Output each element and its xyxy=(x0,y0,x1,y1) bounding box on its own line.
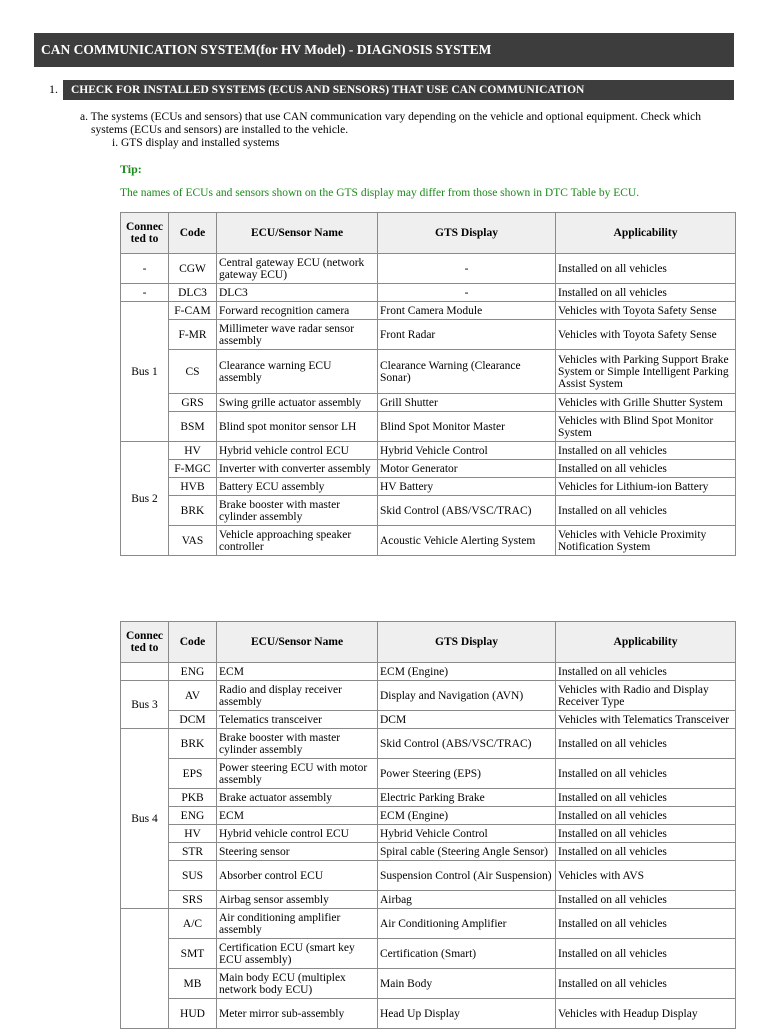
header-connected-to: Connec ted to xyxy=(121,622,169,663)
table-row xyxy=(121,478,736,496)
cell-applicability: Installed on all vehicles xyxy=(556,284,736,302)
cell-gts-display: - xyxy=(378,254,556,284)
cell-gts-display: Front Radar xyxy=(378,320,556,350)
cell-applicability: Installed on all vehicles xyxy=(556,939,736,969)
header-ecu-sensor-name: ECU/Sensor Name xyxy=(217,213,378,254)
cell-gts-display: Main Body xyxy=(378,969,556,999)
cell-applicability: Installed on all vehicles xyxy=(556,729,736,759)
cell-gts-display: Suspension Control (Air Suspension) xyxy=(378,861,556,891)
cell-applicability: Vehicles with AVS xyxy=(556,861,736,891)
cell-gts-display: Certification (Smart) xyxy=(378,939,556,969)
paragraph-a xyxy=(80,111,730,137)
cell-ecu-sensor-name: Brake booster with master cylinder assembly xyxy=(217,729,378,759)
cell-ecu-sensor-name: Air conditioning amplifier assembly xyxy=(217,909,378,939)
cell-ecu-sensor-name: Blind spot monitor sensor LH xyxy=(217,412,378,442)
table-header-row xyxy=(121,213,736,254)
cell-ecu-sensor-name: Millimeter wave radar sensor assembly xyxy=(217,320,378,350)
cell-applicability: Vehicles for Lithium-ion Battery xyxy=(556,478,736,496)
cell-gts-display: Clearance Warning (Clearance Sonar) xyxy=(378,350,556,394)
cell-ecu-sensor-name: Hybrid vehicle control ECU xyxy=(217,442,378,460)
cell-connected-to xyxy=(121,663,169,681)
cell-connected-to: Bus 3 xyxy=(121,681,169,729)
cell-ecu-sensor-name: Brake actuator assembly xyxy=(217,789,378,807)
cell-code: BSM xyxy=(169,412,217,442)
ecu-table-1 xyxy=(120,212,736,556)
cell-code: PKB xyxy=(169,789,217,807)
cell-gts-display: Power Steering (EPS) xyxy=(378,759,556,789)
cell-ecu-sensor-name: Clearance warning ECU assembly xyxy=(217,350,378,394)
cell-applicability: Installed on all vehicles xyxy=(556,891,736,909)
cell-applicability: Installed on all vehicles xyxy=(556,909,736,939)
table-row xyxy=(121,939,736,969)
cell-gts-display: Blind Spot Monitor Master xyxy=(378,412,556,442)
cell-code: SMT xyxy=(169,939,217,969)
cell-gts-display: DCM xyxy=(378,711,556,729)
cell-code: CGW xyxy=(169,254,217,284)
cell-gts-display: Hybrid Vehicle Control xyxy=(378,825,556,843)
cell-ecu-sensor-name: ECM xyxy=(217,663,378,681)
cell-code: A/C xyxy=(169,909,217,939)
cell-applicability: Installed on all vehicles xyxy=(556,807,736,825)
cell-code: F-MGC xyxy=(169,460,217,478)
cell-applicability: Vehicles with Telematics Transceiver xyxy=(556,711,736,729)
cell-code: DCM xyxy=(169,711,217,729)
table-row xyxy=(121,496,736,526)
cell-code: ENG xyxy=(169,807,217,825)
cell-ecu-sensor-name: Vehicle approaching speaker controller xyxy=(217,526,378,556)
table-row xyxy=(121,350,736,394)
cell-applicability: Installed on all vehicles xyxy=(556,843,736,861)
cell-code: DLC3 xyxy=(169,284,217,302)
cell-gts-display: Hybrid Vehicle Control xyxy=(378,442,556,460)
cell-ecu-sensor-name: DLC3 xyxy=(217,284,378,302)
cell-code: HUD xyxy=(169,999,217,1029)
header-ecu-sensor-name: ECU/Sensor Name xyxy=(217,622,378,663)
table-row xyxy=(121,969,736,999)
cell-applicability: Vehicles with Grille Shutter System xyxy=(556,394,736,412)
table-row xyxy=(121,999,736,1029)
cell-ecu-sensor-name: Meter mirror sub-assembly xyxy=(217,999,378,1029)
table-row xyxy=(121,302,736,320)
cell-applicability: Vehicles with Toyota Safety Sense xyxy=(556,320,736,350)
cell-ecu-sensor-name: ECM xyxy=(217,807,378,825)
cell-connected-to xyxy=(121,909,169,1029)
cell-ecu-sensor-name: Telematics transceiver xyxy=(217,711,378,729)
cell-connected-to: - xyxy=(121,254,169,284)
cell-connected-to: Bus 2 xyxy=(121,442,169,556)
cell-gts-display: Motor Generator xyxy=(378,460,556,478)
cell-ecu-sensor-name: Hybrid vehicle control ECU xyxy=(217,825,378,843)
cell-connected-to: Bus 4 xyxy=(121,729,169,909)
table-row xyxy=(121,843,736,861)
cell-gts-display: Front Camera Module xyxy=(378,302,556,320)
cell-applicability: Vehicles with Radio and Display Receiver Type xyxy=(556,681,736,711)
page-title-text: CAN COMMUNICATION SYSTEM(for HV Model) - DIAGNOSIS SYSTEM xyxy=(41,42,492,57)
cell-code: GRS xyxy=(169,394,217,412)
paragraph-a-line1: a. The systems (ECUs and sensors) that use CAN communication vary depending on the vehicle and optional equipment. Check which xyxy=(80,111,701,123)
cell-connected-to: - xyxy=(121,284,169,302)
cell-code: AV xyxy=(169,681,217,711)
cell-code: SUS xyxy=(169,861,217,891)
table-row xyxy=(121,681,736,711)
cell-applicability: Installed on all vehicles xyxy=(556,789,736,807)
table-row xyxy=(121,759,736,789)
header-applicability: Applicability xyxy=(556,622,736,663)
cell-gts-display: Grill Shutter xyxy=(378,394,556,412)
cell-ecu-sensor-name: Battery ECU assembly xyxy=(217,478,378,496)
step-title-bar xyxy=(63,80,734,100)
cell-gts-display: Skid Control (ABS/VSC/TRAC) xyxy=(378,729,556,759)
page-break-gap xyxy=(0,565,768,621)
ecu-table-2 xyxy=(120,621,736,1029)
cell-code: VAS xyxy=(169,526,217,556)
tip-text: The names of ECUs and sensors shown on the GTS display may differ from those shown in DTC Table by ECU. xyxy=(120,187,640,199)
cell-code: HVB xyxy=(169,478,217,496)
header-applicability: Applicability xyxy=(556,213,736,254)
cell-applicability: Installed on all vehicles xyxy=(556,460,736,478)
cell-ecu-sensor-name: Certification ECU (smart key ECU assembly) xyxy=(217,939,378,969)
cell-gts-display: Electric Parking Brake xyxy=(378,789,556,807)
header-code: Code xyxy=(169,622,217,663)
table-row xyxy=(121,412,736,442)
cell-gts-display: Acoustic Vehicle Alerting System xyxy=(378,526,556,556)
cell-gts-display: Spiral cable (Steering Angle Sensor) xyxy=(378,843,556,861)
cell-code: ENG xyxy=(169,663,217,681)
step-number: 1. xyxy=(49,82,58,96)
cell-code: STR xyxy=(169,843,217,861)
cell-gts-display: HV Battery xyxy=(378,478,556,496)
cell-gts-display: Head Up Display xyxy=(378,999,556,1029)
cell-gts-display: Display and Navigation (AVN) xyxy=(378,681,556,711)
tip-label: Tip: xyxy=(120,162,142,176)
cell-applicability: Installed on all vehicles xyxy=(556,825,736,843)
cell-applicability: Installed on all vehicles xyxy=(556,442,736,460)
cell-ecu-sensor-name: Absorber control ECU xyxy=(217,861,378,891)
cell-applicability: Vehicles with Vehicle Proximity Notification System xyxy=(556,526,736,556)
cell-applicability: Installed on all vehicles xyxy=(556,496,736,526)
table-header-row xyxy=(121,622,736,663)
cell-code: F-MR xyxy=(169,320,217,350)
header-connected-to: Connec ted to xyxy=(121,213,169,254)
table-row xyxy=(121,807,736,825)
table-row xyxy=(121,394,736,412)
table-row xyxy=(121,711,736,729)
table-row xyxy=(121,526,736,556)
table-row xyxy=(121,729,736,759)
table-row xyxy=(121,861,736,891)
cell-ecu-sensor-name: Central gateway ECU (network gateway ECU) xyxy=(217,254,378,284)
table-row xyxy=(121,909,736,939)
cell-ecu-sensor-name: Forward recognition camera xyxy=(217,302,378,320)
cell-code: HV xyxy=(169,442,217,460)
header-gts-display: GTS Display xyxy=(378,622,556,663)
cell-applicability: Vehicles with Blind Spot Monitor System xyxy=(556,412,736,442)
cell-code: CS xyxy=(169,350,217,394)
cell-code: EPS xyxy=(169,759,217,789)
cell-applicability: Installed on all vehicles xyxy=(556,254,736,284)
cell-ecu-sensor-name: Radio and display receiver assembly xyxy=(217,681,378,711)
paragraph-a-line2: systems (ECUs and sensors) are installed to the vehicle. xyxy=(91,124,349,136)
cell-connected-to: Bus 1 xyxy=(121,302,169,442)
cell-applicability: Installed on all vehicles xyxy=(556,663,736,681)
header-code: Code xyxy=(169,213,217,254)
cell-code: MB xyxy=(169,969,217,999)
cell-code: SRS xyxy=(169,891,217,909)
cell-applicability: Vehicles with Parking Support Brake System or Simple Intelligent Parking Assist System xyxy=(556,350,736,394)
table-row xyxy=(121,442,736,460)
table-row xyxy=(121,254,736,284)
cell-gts-display: Airbag xyxy=(378,891,556,909)
table-row xyxy=(121,320,736,350)
cell-gts-display: - xyxy=(378,284,556,302)
cell-ecu-sensor-name: Main body ECU (multiplex network body ECU) xyxy=(217,969,378,999)
cell-gts-display: Air Conditioning Amplifier xyxy=(378,909,556,939)
cell-code: F-CAM xyxy=(169,302,217,320)
table-row xyxy=(121,825,736,843)
cell-ecu-sensor-name: Power steering ECU with motor assembly xyxy=(217,759,378,789)
cell-gts-display: ECM (Engine) xyxy=(378,807,556,825)
cell-gts-display: ECM (Engine) xyxy=(378,663,556,681)
cell-applicability: Installed on all vehicles xyxy=(556,759,736,789)
cell-ecu-sensor-name: Airbag sensor assembly xyxy=(217,891,378,909)
cell-code: HV xyxy=(169,825,217,843)
cell-code: BRK xyxy=(169,729,217,759)
cell-ecu-sensor-name: Swing grille actuator assembly xyxy=(217,394,378,412)
table-row xyxy=(121,789,736,807)
table-row xyxy=(121,284,736,302)
page-title xyxy=(34,33,734,67)
table-row xyxy=(121,663,736,681)
table-row xyxy=(121,891,736,909)
table-row xyxy=(121,460,736,478)
cell-applicability: Vehicles with Headup Display xyxy=(556,999,736,1029)
cell-code: BRK xyxy=(169,496,217,526)
cell-applicability: Installed on all vehicles xyxy=(556,969,736,999)
cell-gts-display: Skid Control (ABS/VSC/TRAC) xyxy=(378,496,556,526)
step-title: CHECK FOR INSTALLED SYSTEMS (ECUS AND SENSORS) THAT USE CAN COMMUNICATION xyxy=(71,84,585,96)
cell-applicability: Vehicles with Toyota Safety Sense xyxy=(556,302,736,320)
sub-step-i: i. GTS display and installed systems xyxy=(112,137,280,149)
cell-ecu-sensor-name: Steering sensor xyxy=(217,843,378,861)
cell-ecu-sensor-name: Inverter with converter assembly xyxy=(217,460,378,478)
header-gts-display: GTS Display xyxy=(378,213,556,254)
cell-ecu-sensor-name: Brake booster with master cylinder assembly xyxy=(217,496,378,526)
